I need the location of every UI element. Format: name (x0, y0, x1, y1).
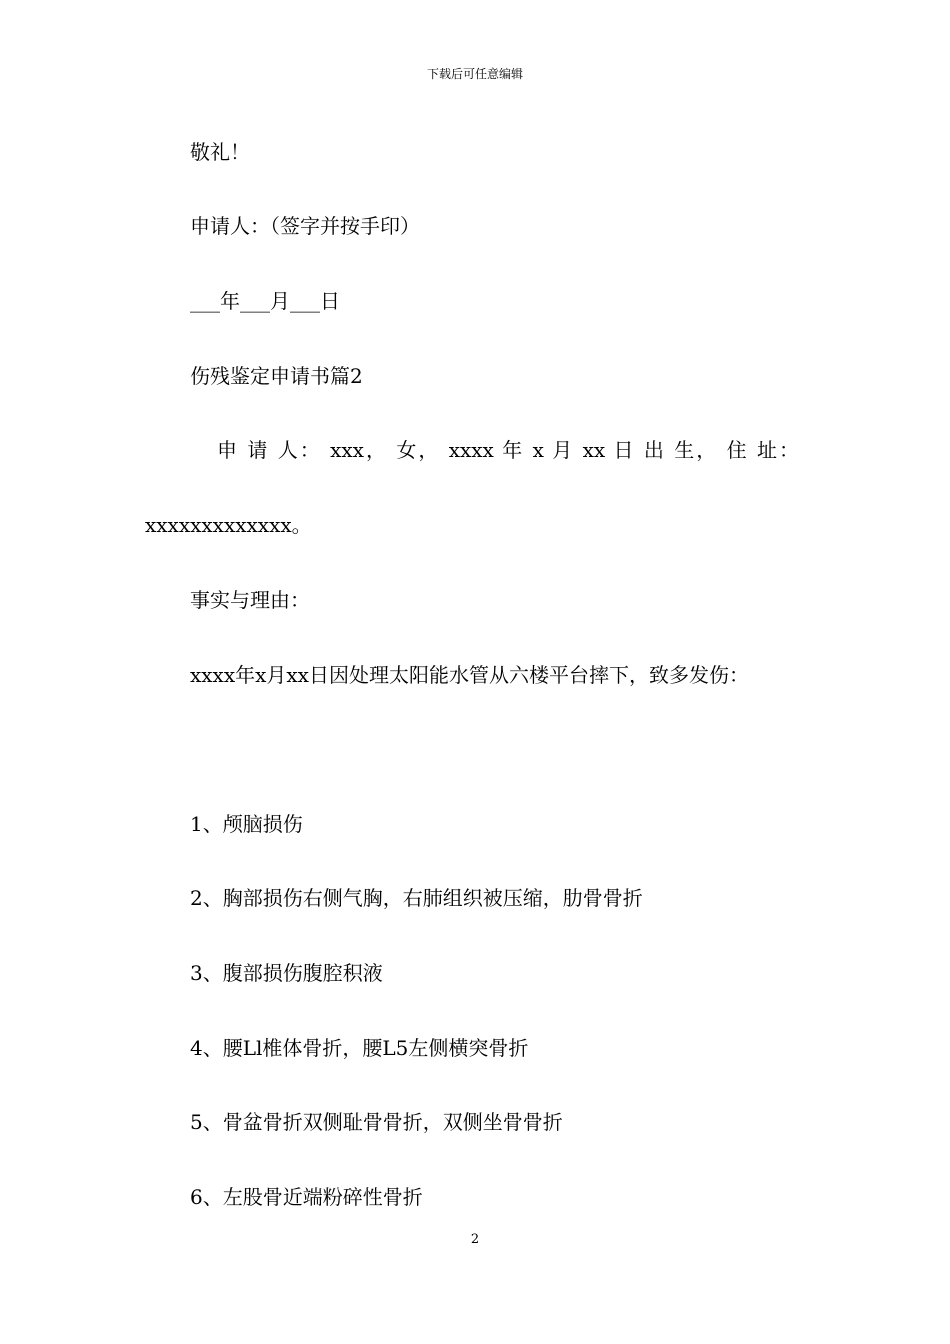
injury-item: 5、骨盆骨折双侧耻骨骨折，双侧坐骨骨折 (190, 1110, 563, 1134)
page-header: 下载后可任意编辑 (426, 67, 523, 81)
section-title: 伤残鉴定申请书篇2 (190, 364, 363, 388)
facts-heading: 事实与理由： (190, 588, 310, 612)
date-blank: ___年___月___日 (190, 289, 340, 313)
injury-item: 2、胸部损伤右侧气胸，右肺组织被压缩，肋骨骨折 (190, 886, 643, 910)
page-number: 2 (470, 1232, 480, 1247)
injury-item: 1、颅脑损伤 (190, 812, 303, 836)
closing-salutation: 敬礼！ (190, 140, 250, 164)
injury-item: 6、左股骨近端粉碎性骨折 (190, 1185, 423, 1209)
applicant-signature: 申请人：（签字并按手印） (190, 214, 420, 238)
incident-description: xxxx年x月xx日因处理太阳能水管从六楼平台摔下，致多发伤： (190, 663, 749, 687)
applicant-info-line: 申 请 人： xxx， 女， xxxx 年 x 月 xx 日 出 生， 住 址： (217, 438, 799, 462)
applicant-address: xxxxxxxxxxxxx。 (145, 513, 312, 537)
injury-item: 3、腹部损伤腹腔积液 (190, 961, 383, 985)
injury-item: 4、腰Ll椎体骨折，腰L5左侧横突骨折 (190, 1036, 529, 1060)
